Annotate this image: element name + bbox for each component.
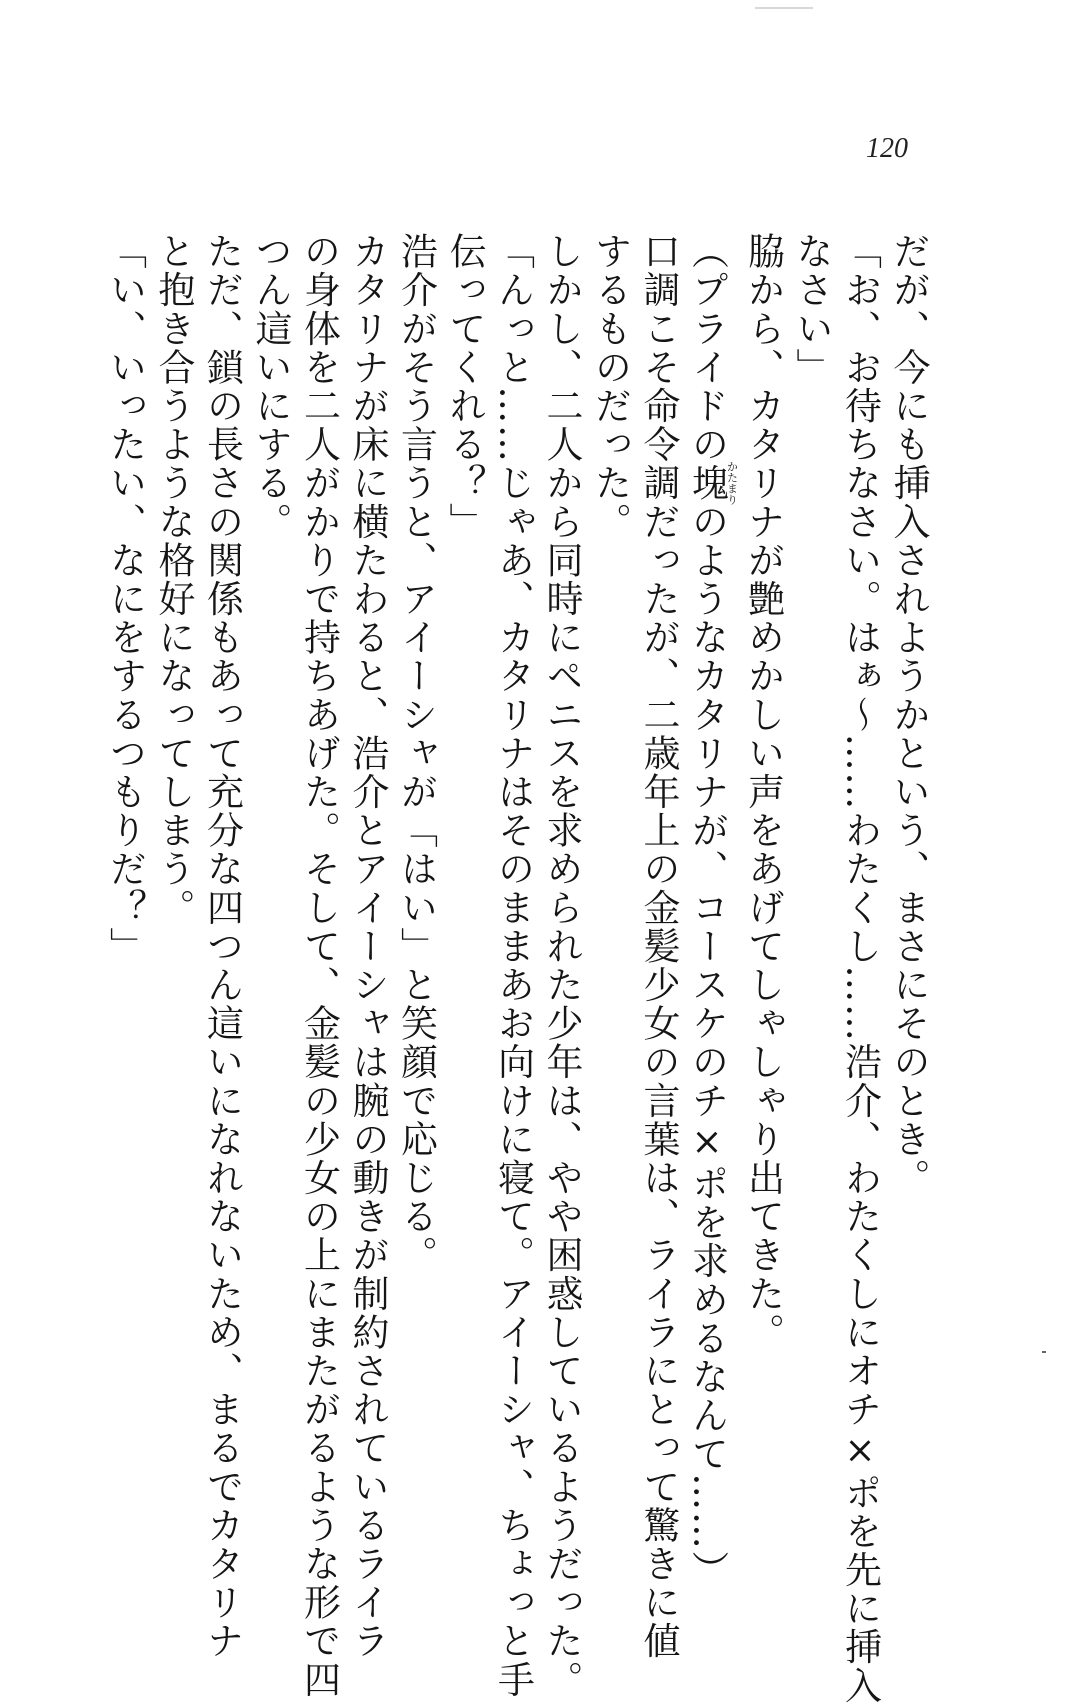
text-line-5-before: （プライドの bbox=[685, 232, 729, 464]
text-line-8: しかし、二人から同時にペニスを求められた少年は、やや困惑しているようだった。 bbox=[540, 232, 583, 1699]
text-line-10: 伝ってくれる？」 bbox=[443, 232, 486, 541]
body-text bbox=[103, 232, 932, 1705]
text-line-4: 脇から、カタリナが艶めかしい声をあげてしゃしゃり出てきた。 bbox=[741, 232, 785, 1352]
text-line-13: の身体を二人がかりで持ちあげた。そして、金髪の少女の上にまたがるような形で四 bbox=[297, 232, 341, 1699]
text-line-7: するものだった。 bbox=[588, 232, 632, 541]
text-line-6: 口調こそ命令調だったが、二歳年上の金髪少女の言葉は、ライラにとって驚きに値 bbox=[637, 232, 680, 1661]
text-line-16: と抱き合うような格好になってしまう。 bbox=[152, 232, 195, 927]
text-line-12: カタリナが床に横たわると、浩介とアイーシャは腕の動きが制約されているライラ bbox=[346, 232, 389, 1661]
header-rule bbox=[755, 0, 813, 9]
text-line-2: 「お、お待ちなさい。はぁ～……わたくし……浩介、わたくしにオチ×ポを先に挿入 bbox=[838, 232, 882, 1705]
text-line-9: 「んっと……じゃあ、カタリナはそのままあお向けに寝て。アイーシャ、ちょっと手 bbox=[491, 232, 535, 1699]
text-line-14: つん這いにする。 bbox=[249, 232, 292, 541]
text-line-5 bbox=[682, 232, 739, 1590]
text-line-3: なさい」 bbox=[790, 232, 833, 387]
page-number: 120 bbox=[866, 133, 908, 164]
ruby-base: 塊 bbox=[685, 460, 729, 505]
edge-mark bbox=[1042, 1351, 1046, 1353]
ruby-reading: かたまり bbox=[725, 460, 739, 505]
text-line-1: だが、今にも挿入されようかという、まさにそのとき。 bbox=[887, 232, 930, 1197]
text-line-5-after: のようなカタリナが、コースケのチ×ポを求めるなんて……） bbox=[685, 502, 729, 1590]
text-line-17: 「い、いったい、なにをするつもりだ？」 bbox=[103, 232, 147, 966]
text-line-11: 浩介がそう言うと、アイーシャが「はい」と笑顔で応じる。 bbox=[394, 232, 438, 1275]
text-line-15: ただ、鎖の長さの関係もあって充分な四つん這いになれないため、まるでカタリナ bbox=[200, 232, 244, 1661]
furigana-ruby bbox=[685, 460, 739, 505]
